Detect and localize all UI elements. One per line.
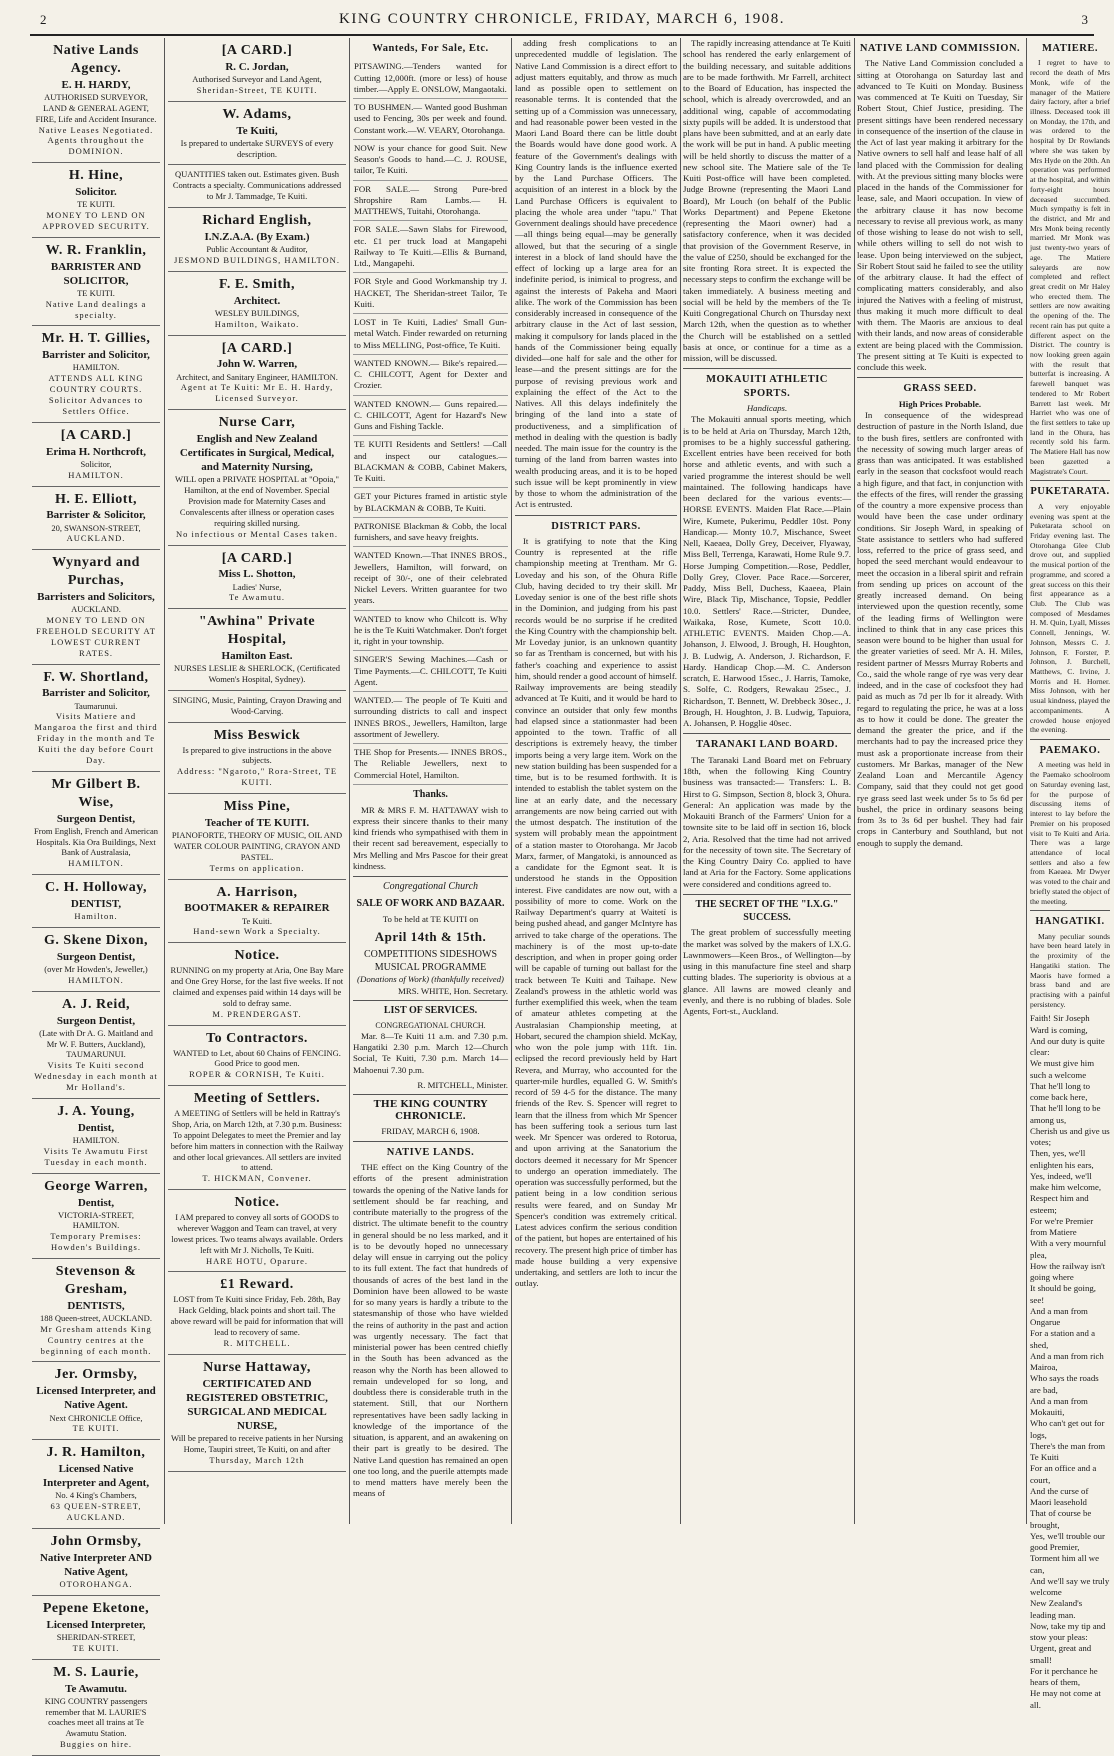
card-detail: No. 4 King's Chambers, [55, 1490, 137, 1501]
card-title: Barrister & Solicitor, [46, 509, 146, 522]
professional-card [32, 772, 160, 875]
card-detail: AUTHORISED SURVEYOR, LAND & GENERAL AGENT, FIRE, Life and Accident Insurance. [35, 91, 157, 124]
editorial-title: NATIVE LANDS. [386, 1146, 475, 1158]
card-location: Terms on application. [209, 862, 305, 873]
professional-card [32, 1099, 160, 1174]
professional-card [32, 1529, 160, 1596]
thanks-body: MR & MRS F. M. HATTAWAY wish to express their sincere thanks to their many kind friends who sympathised with them in their recent sad bereavement, especially to Mrs Melling and Mrs Pascoe for their great kindness. [353, 804, 508, 871]
card-title: Te Awamutu. [65, 1682, 127, 1695]
masthead [30, 8, 1094, 36]
grass-seed-body: In consequence of the widespread destruction of pasture in the North Island, due to the bush fires, settlers are confronted with the necessity of sowing much larger areas of grass than was anticipated. It was established early in the season that cocksfoot would reach a high figure, and that fact, in conjunction with the effects of the fires, will render the grassing of the country a more expensive process than would have been the case under ordinary conditions. Sir Joseph Ward, in speaking of State assistance to settlers who had suffered loss, referred to the price of grass seed, and hoped the seed merchant would endeavour to meet the occasion in a liberal spirit and refrain from sending up prices on account of the greatly increased demand. On being interviewed upon the question recently, some of the leading firms of Wellington were inclined to think that in any case prices this season were bound to be higher than usual for the greater varieties of seed. Mr A. H. Miles, resident partner of Messrs Murray Roberts and Co., said the whole range of rye was very dear indeed, and in the case of cocksfoot they had paid as much as 7d per lb for it already. With regard to regulating the price, he was at a loss as to how it could be done. The greater the demand the greater the price, and if the merchants had to pay the increased price they must ask a proportionate increase from their customers. Mr Barkas, manager of the New Zealand Loan and Mercantile Agency Company, said that they could not get good rye grass seed last week under 5s to 5s 6d per bushel, the price in ordinary seasons being from 3s to 3s 6d per bushel. They had fair crops in Canterbury and Southland, but not enough to supply the demand. [857, 410, 1023, 848]
card-location: MONEY TO LEND ON APPROVED SECURITY. [42, 210, 150, 231]
card-name: J. A. Young, [57, 1103, 135, 1119]
card-name: A. J. Reid, [61, 996, 131, 1012]
card-name: H. Hine, [68, 168, 124, 184]
card-detail: RUNNING on my property at Aria, One Bay Mare and One Grey Horse, for the last five weeks. If not claimed and expenses paid within 14 days will be sold to defray same. [170, 965, 344, 1008]
poem-line: Torment him all we can, [1030, 1553, 1100, 1575]
sports-sub: Handicaps. [746, 403, 788, 414]
card-location: Te Awamutu. [229, 592, 285, 603]
services-sub: CONGREGATIONAL CHURCH. [375, 1020, 486, 1030]
card-title: Architect. [233, 294, 281, 307]
card-name: C. H. Holloway, [44, 880, 147, 896]
card-location: TE KUITI. [72, 1642, 120, 1653]
services-sign: R. MITCHELL, Minister. [417, 1079, 508, 1090]
card-title: Solicitor. [75, 186, 117, 199]
card-title: CERTIFICATED AND REGISTERED OBSTETRIC, SURGICAL AND MEDICAL NURSE, [186, 1377, 328, 1432]
wanted-ad: LOST in Te Kuiti, Ladies' Small Gun-metal Watch. Finder rewarded on returning to Miss MELLING, Post-office, Te Kuiti. [353, 314, 508, 355]
professional-card [32, 326, 160, 422]
bazaar-sign: MRS. WHITE, Hon. Secretary. [398, 985, 508, 996]
card-name: Miss Pine, [223, 799, 291, 815]
card-location: 63 QUEEN-STREET, AUCKLAND. [50, 1501, 142, 1523]
professional-card [168, 1086, 346, 1190]
card-detail: Architect, and Sanitary Engineer, HAMILTON. [176, 371, 338, 382]
poem-line: Who can't get out for logs, [1030, 1418, 1105, 1440]
card-title: Barrister and Solicitor, [42, 687, 150, 700]
card-name: M. S. Laurie, [53, 1664, 139, 1680]
card-location: HARE HOTU, Oparure. [205, 1255, 309, 1266]
card-detail: TE KUITI. [77, 199, 115, 210]
professional-card [32, 928, 160, 992]
card-title: Barristers and Solicitors, [37, 591, 155, 604]
card-location: Visits Matiere and Mangaroa the first and third Friday in the month and Te Kuiti the day before Court Day. [34, 711, 158, 765]
card-name: Stevenson & Gresham, [55, 1264, 137, 1297]
card-location: HAMILTON. [68, 974, 124, 985]
card-detail: (over Mr Howden's, Jeweller,) [44, 964, 148, 974]
card-detail: AUCKLAND. [71, 604, 121, 615]
pars-continued: The rapidly increasing attendance at Te Kuiti school has rendered the early enlargement of the building necessary, and suitable additions are to be made forthwith. Mr Farrell, architect to the Board of Education, has inspected the school, which is already overcrowded, and an additional wing, capable of accommodating sixty pupils will be added. It is understood that plans have been submitted, and at an early date the work will be put in hand. A public meeting will be held shortly to discuss the matter of a new school site. The Matiere sale of the Te Kuiti Post-office will have been completed. Judge Browne (representing the Maori Land Board), Mr Louch (on behalf of the Public Works Department) and Pepene Eketone (representing the Maori owner) had a satisfactory conference, when it was decided that provision of the Government Reserve, in the value of £250, should be exchanged for the site fronting Rora street. It is expected the necessary steps to confirm the exchange will be taken immediately. A business meeting and social will be held by the members of the Te Kuiti Congregational Church on Thursday next March 12th, when the question as to whether the Church will be established on a settled basis at once, or continue for a time as a mission, will be discussed. [683, 38, 851, 363]
professional-card [32, 38, 160, 163]
grass-seed-sub: High Prices Probable. [898, 398, 982, 409]
card-title: I.N.Z.A.A. (By Exam.) [204, 231, 310, 243]
card-title: DENTIST, [70, 898, 122, 911]
professional-card [32, 487, 160, 551]
poem-line: And a man from Ongarue [1030, 1305, 1088, 1328]
column-rule [1026, 38, 1027, 1524]
poem-line: For we're Premier from Matiere [1030, 1215, 1094, 1238]
wanteds-list [353, 58, 508, 785]
column-native-land [857, 38, 1023, 1524]
poem-line: Respect him and esteem; [1030, 1193, 1089, 1215]
card-name: A. Harrison, [216, 884, 298, 900]
poem-line: With a very mournful plea, [1030, 1238, 1107, 1260]
card-name: Notice. [234, 1195, 280, 1211]
card-detail: KING COUNTRY passengers remember that M. LAURIE'S coaches meet all trains at Te Awamutu Station. [44, 1695, 148, 1739]
card-detail: QUANTITIES taken out. Estimates given. Bush Contracts a specialty. Communications addressed to Mr J. Tammadge, Te Kuiti. [172, 169, 342, 202]
professional-card [168, 1190, 346, 1272]
card-name: [A CARD.] [221, 43, 293, 58]
poem-line: That he'll long to come back here, [1030, 1080, 1090, 1103]
professional-card [32, 875, 160, 928]
poem-line: Who says the roads are bad, [1030, 1373, 1099, 1395]
paper-title: THE KING COUNTRY CHRONICLE. [373, 1099, 488, 1123]
services-body: Mar. 8—Te Kuiti 11 a.m. and 7.30 p.m. Hangatiki 2.30 p.m. March 12—Church Social, Te Kuiti, 7.30 p.m. March 14—Mahoenui 7.30 p.m. [353, 1030, 508, 1075]
card-title: Erima H. Northcroft, [46, 445, 146, 458]
card-detail: LOST from Te Kuiti since Friday, Feb. 28th, Bay Hack Gelding, black points and short tail. The above reward will be paid for information that will lead to recovery of same. [170, 1294, 344, 1337]
card-detail: NURSES LESLIE & SHERLOCK, (Certificated Women's Hospital, Sydney). [174, 663, 340, 685]
card-detail: WILL open a PRIVATE HOSPITAL at "Opoia," Hamilton, at the end of November. Special Provision made for Maternity Cases and Convalescents after illness or operation cases requiring skilled nursing. [175, 474, 339, 528]
card-location: Hand-sewn Work a Specialty. [193, 926, 321, 937]
professional-card [32, 1440, 160, 1529]
card-name: £1 Reward. [220, 1277, 294, 1293]
card-name: Notice. [234, 948, 280, 964]
poem-line: And our duty is quite clear: [1030, 1035, 1105, 1058]
column-rule [511, 38, 512, 1524]
card-name: John Ormsby, [50, 1533, 142, 1549]
card-location: Buggies on hire. [60, 1739, 132, 1750]
paper-date: FRIDAY, MARCH 6, 1908. [381, 1126, 480, 1137]
paemako-title: PAEMAKO. [1039, 745, 1101, 757]
grass-seed-title: GRASS SEED. [903, 383, 977, 395]
card-title: Native Interpreter AND Native Agent, [39, 1551, 152, 1578]
card-location: Native Leases Negotiated. Agents throughout the DOMINION. [38, 124, 154, 157]
wanted-ad: TE KUITI Residents and Settlers! —Call and inspect our catalogues.—BLACKMAN & COBB, Cabinet Makers, Te Kuiti. [353, 436, 508, 488]
card-name: Wynyard and Purchas, [52, 555, 140, 589]
professional-card [168, 410, 346, 545]
wanted-ad: WANTED.— The people of Te Kuiti and surrounding districts to call and inspect INNES BROS., Jewellers, Hamilton, large assortment of Jewellery. [353, 692, 508, 744]
card-title: English and New Zealand Certificates in Surgical, Medical, and Maternity Nursing, [179, 433, 335, 474]
card-location: Sheridan-Street, TE KUITI. [196, 84, 318, 95]
column-rule [164, 38, 165, 1524]
card-detail: Public Accountant & Auditor, [206, 244, 308, 255]
wanted-ad: WANTED to know who Chilcott is. Why he is the Te Kuiti Watchmaker. Don't forget it, right in your township. [353, 611, 508, 652]
card-location: ATTENDS ALL KING COUNTRY COURTS. Solicitor Advances to Settlers Office. [48, 373, 144, 416]
matiere-body: I regret to have to record the death of Mrs Monk, wife of the manager of the Matiere dairy factory, after a brief illness. Deceased took ill on Monday, the 17th, and was ordered to the hospital by Dr Rowlands where she was taken by Mrs Hyde on the 20th. An operation was performed at the hospital, and within forty-eight hours deceased succumbed. Much sympathy is felt in the district, and Mr and Mrs Monk being recently married. Mr Monk was just twenty-two years of age. The Matiere saleyards are now completed and reflect great credit on Mr Haley who erected them. The settlers are now awaiting the opening of the. The recent rain has put quite a different aspect on the District. The country is now looking green again with the result that butterfat is increasing. A farewell banquet was tendered to Mr Robert Barrett last week. Mr Harriet who was one of the first settlers to take up land in the Ohura, has recently sold his farm. The Matiere Hall has now been gazetted a Magistrate's Court. [1030, 58, 1110, 476]
card-name: G. Skene Dixon, [44, 933, 148, 949]
card-name: Mr. H. T. Gillies, [41, 331, 151, 347]
professional-card [32, 665, 160, 772]
card-detail: SHERIDAN-STREET, [56, 1631, 136, 1642]
newspaper-title: KING COUNTRY CHRONICLE, FRIDAY, MARCH 6, 1908. [339, 11, 785, 27]
poem-line: That of course be brought, [1030, 1508, 1092, 1530]
hangatiki-body: Many peculiar sounds have been heard lately in the proximity of the Hangatiki station. The Maoris have formed a brass band and are practising with a painful persistency. [1030, 931, 1110, 1009]
card-name: [A CARD.] [60, 427, 132, 443]
professional-card [168, 1026, 346, 1087]
secret-title: THE SECRET OF THE "I.X.G." SUCCESS. [695, 898, 839, 923]
card-detail: (Late with Dr A. G. Maitland and Mr W. F. Butters, Auckland), TAUMARUNUI. [39, 1027, 153, 1060]
card-location: Thursday, March 12th [209, 1454, 305, 1465]
card-title: Licensed Interpreter, [46, 1618, 146, 1631]
card-location: ROPER & CORNISH, Te Kuiti. [189, 1069, 325, 1080]
card-location: HAMILTON. [68, 858, 124, 869]
card-detail: I AM prepared to convey all sorts of GOODS to wherever Waggon and Team can travel, at very lowest prices. Two teams always available. Orders left with Mr J. Nicholls, Te Kuiti. [171, 1212, 343, 1255]
professional-card [32, 1259, 160, 1362]
professional-card [168, 102, 346, 166]
card-name: Miss Beswick [213, 727, 301, 743]
column-rule [854, 38, 855, 1524]
poem-line: We must give him such a welcome [1030, 1058, 1095, 1080]
column-cards-notices [168, 38, 346, 1524]
poem-line: And the curse of Maori leasehold [1030, 1485, 1089, 1508]
secret-body: The great problem of successfully meeting the market was solved by the makers of I.X.G. Lawnmowers—Keen Bros., of Wellington—by using in this manufacture fine steel and sharp cutting blades. The superiority is obvious at a glance. All lawns are mowed cleanly and evenly, and there is no rubbing of blades. Sole Agents, Fort-st., Auckland. [683, 927, 851, 1017]
poem-line: Yes, we'll trouble our good Premier, [1030, 1530, 1105, 1553]
card-detail: Taumarunui. [74, 700, 118, 711]
column-rule [680, 38, 681, 1524]
poem-line: New Zealand's leading man. [1030, 1598, 1083, 1620]
card-location: Hamilton, Waikato. [214, 318, 300, 329]
puketarata-body: A very enjoyable evening was spent at the Puketarata school on Friday evening last. The Otorohanga Glee Club drove out, and supplied the musical portion of the programme, and scored a great success on this their first appearance as a Club. The Club was composed of Mesdames H. M. Quin, Lyall, Misses Connell, Jennings, W. Johnson, Messrs C. J. Johnson, F. Forster, P. Johnson, J. Burchell, Matthews, C. Irvine, J. Morris and H. Horner. Miss Johnson, with her usual kindness, played the accompaniments. A crowded house enjoyed the evening. [1030, 501, 1110, 735]
bazaar-title: SALE OF WORK AND BAZAAR. [356, 898, 505, 910]
card-name: J. R. Hamilton, [46, 1445, 146, 1461]
card-location: Temporary Premises: Howden's Buildings. [50, 1231, 142, 1253]
card-location: Mr Gresham attends King Country centres at the beginning of each month. [40, 1323, 152, 1356]
poem-line: Yes, indeed, we'll make him welcome, [1030, 1170, 1102, 1193]
district-pars-body: It is gratifying to note that the King Country is represented at the rifle championship meeting at Trentham. Mr G. Loveday and his son, of the Ohura Rifle Club, having decided to try their skill. Mr Loveday senior is one of the best rifle shots in the Dominion, and judging from his past records would be no surprise if he credited the King Country with the championship belt. Mr Loveday junior, is an unknown quantity so far as Trentham is concerned, but with his father's coaching and experience to assist him, should render a good account of himself. Railway improvements are being steadily advanced at Te Kuiti, and it would be hard to convince an outsider that only few months had elapsed since a stationmaster had been appointed to the town. Traffic of all descriptions is extremely heavy, the timber imports being a very large item. Work on the new station building has been suspended for a time, but is to be resumed forthwith. It is intended to establish the tablet system on the line at an early date, and the necessary arrangements are now being carried out with the utmost despatch. The institution of the system will probably mean the appointment of a station master to Otorohanga. Mr Jacob Marx, farmer, of Mangatoki, is announced as a candidate for the Egmont seat. It is understood he stands in the Opposition interest. Five candidates are now out, with a possibility of more to come. Work on the Railway Department's quarry at Waitetí is being pushed ahead, and ganger McIntyre has arrived to take charge of the operations. The machinery is of the most up-to-date description, and when in proper going order will be capable of turning out ballast for the track between Te Kuiti and Taihape. New Zealand's prowess in the athletic world was further exemplified this week, when the team of amateur athletes competing at the Australasian Championship meeting, at Hobart, secured the champion shield. McKay, who won the pole jump with 11ft. 1in. eclipsed the record previously held by Hart Revera, and Murray, who accounted for the quarter-mile hurdles, equalled G. W. Smith's record of 59 4-5 for the distance. The many friends of the Rev. S. Spencer will regret to learn that the illness from which Mr Spencer has been suffering took a serious turn last week. Mr Spencer was ordered to Rotorua, and upon arriving at the Sanatorium the doctors deemed it necessary for Mr Spencer to undergo an operation immediately. The operation was successfully performed, but the patient being in a low condition serious results were feared, and on Sunday Mr Spencer's condition was extremely critical. Latest advices confirm the serious condition of the patient, but hopes are entertained of his recovery. The present high price of timber has made house building a very expensive undertaking, and settlers are loth to incur the outlay. [515, 535, 677, 1289]
column-editorial-pars [515, 38, 677, 1524]
poem-line: It should be going, see! [1030, 1283, 1096, 1305]
professional-card [32, 163, 160, 238]
wanted-ad: TO BUSHMEN.— Wanted good Bushman used to Fencing, 30s per week and found. Constant work.—W. VEARY, Otorohanga. [353, 99, 508, 140]
bazaar-extras: COMPETITIONS SIDESHOWS MUSICAL PROGRAMME [363, 948, 498, 973]
column-sports [683, 38, 851, 1524]
professional-card [168, 943, 346, 1025]
card-name: To Contractors. [206, 1030, 308, 1046]
bazaar-date: April 14th & 15th. [374, 929, 487, 945]
card-location: AUCKLAND. [66, 533, 126, 544]
poem-line: How the railway isn't going where [1030, 1260, 1106, 1283]
card-name: Pepene Eketone, [42, 1600, 150, 1616]
card-title: Surgeon Dentist, [56, 950, 136, 963]
poem-line: And a man from rich Mairoa, [1030, 1350, 1104, 1373]
professional-card [32, 1362, 160, 1440]
card-title: Hamilton East. [221, 650, 293, 663]
professional-card [32, 238, 160, 327]
card-location: M. PRENDERGAST. [212, 1008, 302, 1019]
professional-card [32, 1660, 160, 1756]
card-name: W. R. Franklin, [45, 242, 147, 258]
wanted-ad: PATRONISE Blackman & Cobb, the local furnishers, and save heavy freights. [353, 518, 508, 548]
professional-card [168, 546, 346, 610]
card-detail: SINGING, Music, Painting, Crayon Drawing and Wood-Carving. [172, 694, 342, 716]
column-professional-cards [32, 38, 160, 1750]
card-title: DENTISTS, [67, 1299, 125, 1312]
card-location: OTOROHANGA. [59, 1579, 133, 1590]
card-location: T. HICKMAN, Convener. [202, 1173, 312, 1184]
card-title: Surgeon Dentist, [56, 812, 136, 825]
card-detail: 188 Queen-street, AUCKLAND. [40, 1312, 152, 1323]
professional-card [168, 336, 346, 411]
bazaar-line: To be held at TE KUITI on [382, 913, 479, 924]
editorial-continued: adding fresh complications to an unprecedented muddle of legislation. The Native Land Commission is a direct effort to adjust matters equitably, and throw as much land as possible open to settlement on reasonable terms. It is contended that the setting up of a Commission was unnecessary, and had reasonable power been vested in the Maori Land Board there can be little doubt the Boards would have done good work. A feature of the Government's dealings with King Country lands is the influence exerted by the Land Purchase Officers. The acquisition of an interest in a block by the Land Purchase Officers is equivalent to placing the whole area under "tapu." That Government dealings should have precedence—all things being equal—may be generally allowed, but that the securing of a single interest in a block of land should have the effect of locking up a large area for an indefinite period, is inimical to progress, and against the interests of Pakeha and Maori alike. The work of the Commission has been considerably increased in consequence of the arbitrary clause in the Act of last session, making it compulsory for lands placed in the hands of the Commissioner being equally divided—one half for sale and the other for lease—and the present sittings are for the purpose of revising previous work and explaining the effect of the Act to the Natives. All this delays indefinitely the bringing of the land into a state of productiveness, and a simplification of method in dealing with the question is badly needed. The main issue for the country is the turning of the land from barren wastes into wealth producing areas, and it is to be hoped such issue will be kept prominently in view by those to whom the administration of the Act is entrusted. [515, 38, 677, 510]
card-detail: Ladies' Nurse, [232, 581, 282, 592]
services-title: LIST OF SERVICES. [383, 1004, 478, 1016]
sports-body: The Mokauiti annual sports meeting, which is to be held at Aria on Thursday, March 12th, promises to be a highly successful gathering. Excellent entries have been received for both horse and athletic events, and with such a varied programme the interest should be well maintained. The following handicaps have been declared for the various events:— HORSE EVENTS. Maiden Flat Race.—Plain Wire, Kumete, Pukerimu, Peddler 10st. Pony Handicap.— Monty 10.7, Mischance, Sweet Nell, Kaeaea, Dolly Grey, Deceiver, Flyaway, Miss Bell, Terrenga, Karawati, Home Rule 9.7. Horse Jumping Competition.—Rose, Peddler, Dolly Grey, Clover. Pace Race.—Sorcerer, Paddy, Miss Bell, Duchess, Kaaeea, Plain Wire, Black Tip, Mischance, Topsie, Peddler 10.0. Settlers' Race.—Stricter, Dundee, Waikaka, Rose, Kumete, Scott 10.0. ATHLETIC EVENTS. Maiden Chop.—A. Johanson, J. Elwood, J. Brough, H. Houghton, J. B. Ludwig, A. Anderson, J. Richardson, F. Hardy. Handicap Chop.—M. C. Anderson scratch, E. Harwood 15sec., J. Harris, Tamoke, S. Solfe, C. Rodgers, Rewakau 25sec., J. Richardson, T. Bennett, W. Drebbeck 30sec., J. Brough, H. Houghton, J. B. Ludwig, Tapuiora, A. Johansen, P. Hogglie 40sec. [683, 414, 851, 729]
card-location: Visits Te Kuiti second Wednesday in each month at Mr Holland's. [34, 1060, 158, 1093]
card-title: E. H. HARDY, [61, 78, 131, 91]
card-title: Dentist, [77, 1121, 115, 1134]
card-title: Teacher of TE KUITI. [204, 817, 310, 829]
editorial-body: THE effect on the King Country of the efforts of the present administration towards the opening of the Native lands for settlement should be far reaching, and contribute materially to the progress of the district. The ultimate benefit to the country in general should be no less marked, and it is to be devoutly hoped no unnecessary delay will ensue in carrying out the policy to its full extent. The fact that hundreds of thousands of acres of the best land in the Dominion have been allowed to be waste for so many years is hardly a tribute to the statesmanship of those who have wielded the reins of authority in the past and action was urgently necessary. The fact that ministerial power has been centred chiefly in the South has been advanced as the reason why the North has been allowed to remain undeveloped for so long, and doubtless there is considerable truth in the statement. Still, that our Northern representatives have been sadly lacking in knowledge of the importance of the situation, is apparent, and an awakening on their part is greatly to be desired. The Native Land question has remained an open one too long, and the puerile attempts made to mend matters have merely been the means of [353, 1162, 508, 1499]
thanks-title: Thanks. [413, 788, 448, 800]
card-detail: A MEETING of Settlers will be held in Rattray's Shop, Aria, on March 12th, at 7.30 p.m. Business: To appoint Delegates to meet the Premier and lay before him matters in connection with the Railway and other local grievances. All settlers are invited to attend. [170, 1108, 344, 1173]
poem-line: For it perchance he hears of them, [1030, 1665, 1098, 1688]
card-detail: WESLEY BUILDINGS, [214, 307, 300, 318]
column-district-news [1030, 38, 1110, 1710]
native-commission-body: The Native Land Commission concluded a sitting at Otorohanga on Saturday last and advanced to Te Kuiti on Monday. Business was commenced at Te Kuiti on Tuesday, Sir Robert Stout, Chief Justice, presiding. The present sittings have been rendered necessary in consequence of the insertion of the clause in the Act of last year making it arbitrary for the Native owners to sell half and lease half of all land placed with the Commission for dealing with. At the previous sitting many blocks were placed in the hands of the Commissioner for lease, sale, and Maori occupation. In view of the arbitrary clause it has now become necessary to revise all previous work, as many of those wishing to lease do not wish to sell, while others willing to sell do not wish to lease. Upon being interviewed on the subject, Sir Robert Stout said he failed to see the utility of the arbitrary clause. It had the effect of complicating matters considerably, and also injured the Natives with a feeling of mistrust, thus making it much more difficult to deal with them. The Maoris are anxious to deal with their lands, and now areas of considerable extent are being placed with the Commission. The present sitting at Te Kuiti is expected to conclude this week. [857, 58, 1023, 373]
card-location: HAMILTON. [68, 469, 124, 480]
card-detail: VICTORIA-STREET, HAMILTON. [58, 1209, 134, 1231]
card-detail: 20, SWANSON-STREET, [51, 522, 141, 533]
card-detail: Next CHRONICLE Office, [49, 1412, 143, 1423]
matiere-title: MATIERE. [1041, 43, 1099, 54]
card-name: [A CARD.] [221, 340, 293, 356]
card-location: TE KUITI. [72, 1423, 120, 1434]
wanted-ad: FOR Style and Good Workmanship try J. HACKET, The Sheridan-street Tailor, Te Kuiti. [353, 273, 508, 314]
poem-line: For a station and a shed, [1030, 1328, 1095, 1350]
card-name: Mr Gilbert B. Wise, [51, 776, 141, 810]
poem-line: For an office and a court, [1030, 1463, 1097, 1485]
professional-card [168, 272, 346, 336]
wanted-ad: FOR SALE.—Sawn Slabs for Firewood, etc. £1 per truck load at Mangapehi Railway to Te Kuiti.—Ellis & Burnand, Ltd., Mangapehi. [353, 221, 508, 273]
page-number-right: 3 [1081, 12, 1088, 27]
card-location: Agent at Te Kuiti: Mr E. H. Hardy, Licensed Surveyor. [180, 382, 334, 404]
card-location: No infectious or Mental Cases taken. [175, 528, 339, 539]
professional-card [168, 609, 346, 691]
page-number-left: 2 [40, 12, 47, 27]
card-title: Barrister and Solicitor, [42, 349, 150, 362]
poem-line: There's the man from Te Kuiti [1030, 1440, 1106, 1463]
card-name: W. Adams, [222, 106, 292, 122]
card-title: Licensed Interpreter, and Native Agent. [36, 1385, 156, 1412]
card-location: Address: "Ngaroto," Rora-Street, TE KUITI. [176, 766, 338, 788]
wanted-ad: WANTED KNOWN.— Guns repaired.—C. CHILCOTT, Agent for Hazard's New Guns and Fishing Tackle. [353, 396, 508, 437]
professional-card [168, 1355, 346, 1472]
card-title: Te Kuiti, [236, 124, 278, 137]
professional-card [168, 880, 346, 944]
card-detail: Te Kuiti. [241, 915, 273, 926]
poem-line: Faith! Sir Joseph Ward is coming, [1030, 1013, 1090, 1035]
wanted-ad: GET your Pictures framed in artistic style by BLACKMAN & COBB, Te Kuiti. [353, 488, 508, 518]
church-title: Congregational Church [382, 881, 479, 893]
card-title: R. C. Jordan, [225, 60, 289, 73]
card-name: Jer. Ormsby, [54, 1367, 138, 1383]
card-location: Native Land dealings a specialty. [45, 298, 147, 320]
poem-line: He may not come at all. [1030, 1688, 1101, 1710]
column-rule [349, 38, 350, 1524]
card-detail: PIANOFORTE, THEORY OF MUSIC, OIL AND WATER COLOUR PAINTING, CRAYON AND PASTEL. [171, 830, 343, 862]
card-location: R. MITCHELL. [223, 1337, 291, 1348]
card-name: Nurse Carr, [218, 415, 296, 431]
card-location: Hamilton. [74, 911, 118, 922]
professional-card [168, 794, 346, 879]
professional-card [168, 38, 346, 102]
professional-card [32, 550, 160, 664]
card-name: F. W. Shortland, [43, 669, 149, 685]
wanted-ad: WANTED Known.—That INNES BROS., Jewellers, Hamilton, will forward, on receipt of 30/-, one of their celebrated Nickel Levers. Written guarantee for two years. [353, 547, 508, 610]
card-name: Native Lands Agency. [53, 43, 139, 76]
card-location: Visits Te Awamutu First Tuesday in each month. [43, 1145, 149, 1167]
poem-line: Urgent, great and small! [1030, 1643, 1092, 1665]
native-commission-title: NATIVE LAND COMMISSION. [859, 43, 1021, 54]
card-detail: TE KUITI. [77, 287, 115, 298]
card-detail: HAMILTON. [72, 362, 120, 373]
card-detail: Solicitor, [80, 458, 112, 469]
land-board-body: The Taranaki Land Board met on February 18th, when the following King Country business was transacted:— Transfers: L. B. Hirst to G. Simpson, Section 8, block 3, Ohura. General: An application was made by the Mokauiti Branch of the Farmers' Union for a townsite site to be laid off in section 16, block 2, Aria. Resolved that the time had not arrived for the necessity of town site. The Secretary of the King Country Dairy Co. applied to have land at Aria for the Factory. Some applications were considered and conditions agreed to. [683, 754, 851, 889]
professional-card [32, 992, 160, 1099]
card-title: BARRISTER AND SOLICITOR, [50, 260, 142, 287]
card-name: [A CARD.] [221, 550, 293, 566]
column-wanteds-editorial [353, 38, 508, 1524]
card-name: Richard English, [202, 213, 312, 229]
poem-line: And a man from Mokauiti, [1030, 1395, 1088, 1418]
wanted-ad: NOW is your chance for good Suit. New Season's Goods to hand.—C. J. ROUSE, tailor, Te Kuiti. [353, 140, 508, 181]
poem-line: And we'll say we truly welcome [1030, 1575, 1110, 1598]
card-location: MONEY TO LEND ON FREEHOLD SECURITY AT LOWEST CURRENT RATES. [36, 615, 156, 658]
professional-card [168, 1272, 346, 1354]
card-title: BOOTMAKER & REPAIRER [184, 902, 330, 915]
professional-card [168, 208, 346, 272]
land-board-title: TARANAKI LAND BOARD. [696, 739, 838, 751]
professional-card [168, 691, 346, 723]
wanted-ad: PITSAWING.—Tenders wanted for Cutting 12,000ft. (more or less) of house timber.—Apply E. ONSLOW, Mangaotaki. [353, 58, 508, 99]
card-detail: Authorised Surveyor and Land Agent, [192, 73, 322, 84]
paemako-body: A meeting was held in the Paemako schoolroom on Saturday evening last, for the purpose of discussing items of interest to lay before the Premier on his proposed visit to Te Kuiti and Aria. There was a large attendance of local settlers and also a few from Kaeaea. Mr Dwyer was voted to the chair and briefly stated the object of the meeting. [1030, 760, 1110, 906]
poem-line: That he'll long to be among us, [1030, 1103, 1101, 1125]
card-title: Surgeon Dentist, [56, 1014, 136, 1027]
poem-line: Cherish us and give us votes; [1030, 1125, 1110, 1148]
puketarata-title: PUKETARATA. [1030, 486, 1110, 498]
wanted-ad: SINGER'S Sewing Machines.—Cash or Time Payments.—C. CHILCOTT, Te Kuiti Agent. [353, 651, 508, 692]
card-name: George Warren, [44, 1178, 148, 1194]
bazaar-note: (Donations of Work) (thankfully received) [357, 974, 504, 985]
card-location: JESMOND BUILDINGS, HAMILTON. [174, 254, 340, 265]
card-name: Nurse Hattaway, [203, 1359, 311, 1375]
professional-card [32, 1596, 160, 1660]
district-pars-title: DISTRICT PARS. [551, 520, 641, 532]
wanted-ad: THE Shop for Presents.— INNES BROS., The Reliable Jewellers, next to Commercial Hotel, Hamilton. [353, 744, 508, 785]
card-detail: Will be prepared to receive patients in her Nursing Home, Taupiri street, Te Kuiti, on and after [171, 1432, 343, 1454]
sports-title: MOKAUITI ATHLETIC SPORTS. [706, 374, 828, 399]
professional-card [32, 1174, 160, 1259]
card-detail: Is prepared to undertake SURVEYS of every description. [180, 137, 334, 159]
card-title: Licensed Native Interpreter and Agent, [42, 1463, 150, 1490]
poem-line: Now, take my tip and stow your pleas: [1030, 1620, 1106, 1643]
card-detail: WANTED to Let, about 60 Chains of FENCING. Good Price to good men. [173, 1047, 341, 1069]
card-name: H. E. Elliott, [54, 491, 138, 507]
card-name: Meeting of Settlers. [193, 1091, 321, 1107]
professional-card [32, 423, 160, 487]
wanted-ad: WANTED KNOWN.— Bike's repaired.—C. CHILCOTT, Agent for Dexter and Crozier. [353, 355, 508, 396]
professional-card [168, 723, 346, 794]
wanted-ad: FOR SALE.— Strong Pure-bred Shropshire Ram Lambs.— H. MATTHEWS, Tuitahi, Otorohanga. [353, 181, 508, 222]
card-title: Dentist, [77, 1196, 115, 1209]
card-detail: HAMILTON. [72, 1134, 120, 1145]
poem-line: Then, yes, we'll enlighten his ears, [1030, 1148, 1094, 1170]
card-name: "Awhina" Private Hospital, [198, 614, 316, 648]
card-detail: Is prepared to give instructions in the above subjects. [182, 744, 332, 766]
card-name: F. E. Smith, [219, 276, 295, 292]
poem [1030, 1013, 1110, 1711]
card-title: John W. Warren, [216, 358, 298, 371]
card-detail: From English, French and American Hospitals. Kia Ora Buildings, Next Bank of Australasia, [34, 825, 158, 858]
wanteds-header: Wanteds, For Sale, Etc. [372, 43, 489, 54]
card-title: Miss L. Shotton, [218, 568, 296, 581]
hangatiki-title: HANGATIKI. [1035, 916, 1105, 928]
professional-card [168, 165, 346, 208]
